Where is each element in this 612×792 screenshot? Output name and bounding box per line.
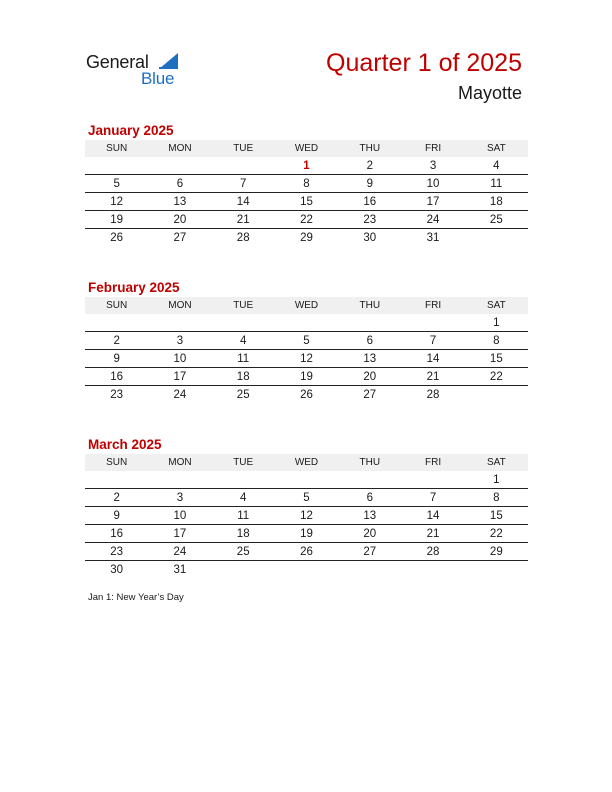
day-cell: 27 — [363, 388, 377, 401]
day-cell: 21 — [426, 370, 440, 383]
day-cell: 9 — [366, 177, 373, 190]
weekday-label: THU — [359, 457, 381, 468]
weekday-label: SUN — [106, 300, 128, 311]
day-cell: 13 — [363, 509, 377, 522]
day-cell: 8 — [493, 334, 500, 347]
weekday-label: FRI — [424, 457, 442, 468]
day-cell: 6 — [366, 334, 373, 347]
page-title: Quarter 1 of 2025 — [326, 49, 522, 77]
week-row — [85, 471, 528, 489]
weekday-label: TUE — [233, 300, 254, 311]
weekday-label: FRI — [424, 143, 442, 154]
day-cell: 15 — [300, 195, 313, 208]
day-cell: 12 — [300, 509, 313, 522]
day-cell: 10 — [426, 177, 440, 190]
day-cell: 14 — [426, 509, 440, 522]
day-cell: 11 — [490, 177, 503, 190]
day-cell: 1 — [493, 316, 500, 329]
day-cell: 17 — [173, 527, 187, 540]
weekday-label: THU — [359, 143, 381, 154]
day-cell: 25 — [236, 388, 250, 401]
day-cell: 14 — [426, 352, 440, 365]
day-cell: 16 — [110, 370, 124, 383]
day-cell: 10 — [173, 509, 187, 522]
day-cell: 28 — [426, 388, 440, 401]
day-cell: 6 — [366, 491, 373, 504]
weekday-label: WED — [294, 457, 319, 468]
week-row — [85, 332, 528, 350]
weekday-header-row — [85, 140, 528, 157]
month-grid — [85, 471, 528, 578]
weekday-label: WED — [294, 300, 319, 311]
day-cell: 26 — [110, 231, 124, 244]
week-row — [85, 543, 528, 561]
day-cell: 8 — [303, 177, 310, 190]
day-cell: 3 — [429, 159, 437, 172]
weekday-label: TUE — [233, 457, 254, 468]
day-cell: 18 — [236, 370, 250, 383]
day-cell: 29 — [300, 231, 313, 244]
weekday-label: SUN — [106, 457, 128, 468]
day-cell: 7 — [429, 491, 437, 504]
month-grid — [85, 314, 528, 403]
day-cell: 25 — [236, 545, 250, 558]
day-cell: 4 — [493, 159, 500, 172]
day-cell: 24 — [426, 213, 440, 226]
month-title: February 2025 — [88, 280, 180, 295]
weekday-label: SAT — [486, 457, 506, 468]
day-cell: 17 — [426, 195, 440, 208]
day-cell: 18 — [489, 195, 503, 208]
day-cell: 18 — [236, 527, 250, 540]
day-cell: 25 — [489, 213, 503, 226]
day-cell: 13 — [173, 195, 187, 208]
day-cell: 27 — [363, 545, 377, 558]
day-cell: 1 — [493, 473, 500, 486]
day-cell: 4 — [240, 491, 247, 504]
week-row — [85, 175, 528, 193]
day-cell: 30 — [363, 231, 377, 244]
weekday-label: WED — [294, 143, 319, 154]
day-cell: 7 — [240, 177, 247, 190]
week-row — [85, 314, 528, 332]
day-cell: 28 — [426, 545, 440, 558]
day-cell: 31 — [173, 563, 187, 576]
weekday-label: TUE — [233, 143, 254, 154]
day-cell: 20 — [173, 213, 187, 226]
logo-general-text: General — [86, 52, 149, 72]
day-cell: 9 — [113, 509, 120, 522]
day-cell: 22 — [489, 370, 503, 383]
day-cell: 17 — [173, 370, 187, 383]
day-cell: 19 — [110, 213, 124, 226]
month-title: January 2025 — [88, 123, 174, 138]
weekday-label: SAT — [486, 300, 506, 311]
day-cell: 19 — [300, 527, 313, 540]
day-cell: 26 — [300, 388, 313, 401]
month-title: March 2025 — [88, 437, 162, 452]
day-cell: 20 — [363, 527, 377, 540]
day-cell: 15 — [489, 352, 503, 365]
day-cell: 6 — [176, 177, 184, 190]
week-row — [85, 368, 528, 386]
week-row — [85, 561, 528, 578]
day-cell: 4 — [240, 334, 247, 347]
day-cell: 21 — [426, 527, 440, 540]
week-row — [85, 489, 528, 507]
day-cell: 2 — [366, 159, 373, 172]
country-name: Mayotte — [457, 83, 522, 103]
day-cell: 15 — [489, 509, 503, 522]
week-row — [85, 507, 528, 525]
month-february — [85, 279, 528, 403]
day-cell: 24 — [173, 388, 187, 401]
day-cell: 23 — [110, 545, 124, 558]
day-cell: 3 — [176, 334, 184, 347]
holiday-day-cell: 1 — [303, 159, 310, 172]
day-cell: 2 — [113, 491, 120, 504]
day-cell: 31 — [426, 231, 440, 244]
day-cell: 7 — [429, 334, 437, 347]
day-cell: 20 — [363, 370, 377, 383]
weekday-label: MON — [168, 457, 192, 468]
weekday-label: MON — [168, 300, 192, 311]
day-cell: 16 — [363, 195, 377, 208]
day-cell: 8 — [493, 491, 500, 504]
day-cell: 22 — [300, 213, 313, 226]
week-row — [85, 350, 528, 368]
day-cell: 5 — [113, 177, 120, 190]
day-cell: 24 — [173, 545, 187, 558]
month-grid — [85, 157, 528, 246]
day-cell: 16 — [110, 527, 124, 540]
week-row — [85, 229, 528, 246]
weekday-label: MON — [168, 143, 192, 154]
day-cell: 28 — [236, 231, 250, 244]
day-cell: 5 — [303, 334, 310, 347]
generalblue-logo — [86, 50, 196, 90]
day-cell: 5 — [303, 491, 310, 504]
weekday-label: SAT — [486, 143, 506, 154]
weekday-header-row — [85, 297, 528, 314]
week-row — [85, 386, 528, 403]
day-cell: 3 — [176, 491, 184, 504]
month-january — [85, 122, 528, 246]
day-cell: 19 — [300, 370, 313, 383]
holiday-note: Jan 1: New Year’s Day — [88, 592, 184, 603]
day-cell: 2 — [113, 334, 120, 347]
day-cell: 10 — [173, 352, 187, 365]
weekday-label: THU — [359, 300, 381, 311]
day-cell: 12 — [300, 352, 313, 365]
day-cell: 12 — [110, 195, 124, 208]
month-march — [85, 436, 528, 578]
day-cell: 9 — [113, 352, 120, 365]
day-cell: 30 — [110, 563, 124, 576]
week-row — [85, 193, 528, 211]
day-cell: 27 — [173, 231, 187, 244]
weekday-header-row — [85, 454, 528, 471]
week-row — [85, 211, 528, 229]
day-cell: 11 — [237, 352, 250, 365]
weekday-label: SUN — [106, 143, 128, 154]
week-row — [85, 157, 528, 175]
day-cell: 29 — [489, 545, 503, 558]
day-cell: 14 — [236, 195, 250, 208]
day-cell: 11 — [237, 509, 250, 522]
day-cell: 22 — [489, 527, 503, 540]
logo-blue-text: Blue — [141, 69, 175, 88]
week-row — [85, 525, 528, 543]
day-cell: 26 — [300, 545, 313, 558]
weekday-label: FRI — [424, 300, 442, 311]
day-cell: 13 — [363, 352, 377, 365]
day-cell: 23 — [363, 213, 377, 226]
day-cell: 21 — [236, 213, 250, 226]
logo-triangle-icon — [159, 53, 178, 69]
day-cell: 23 — [110, 388, 124, 401]
